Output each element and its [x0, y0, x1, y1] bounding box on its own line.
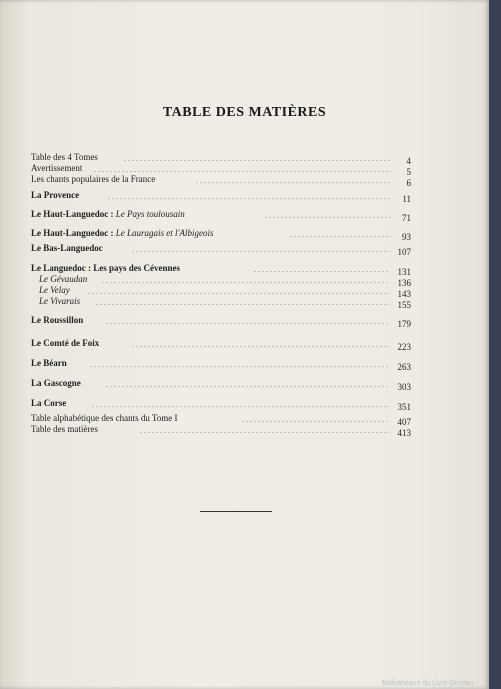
- toc-entry-label: Le Comté de Foix: [31, 338, 100, 348]
- toc-entry-page: 155: [397, 300, 411, 310]
- toc-entry-label: Table alphabétique des chants du Tome I: [31, 413, 178, 423]
- toc-entry: [31, 422, 411, 438]
- toc-entry-page: 263: [397, 362, 411, 372]
- page-title: TABLE DES MATIÈRES: [162, 105, 327, 120]
- toc-entry-label: Avertissement: [31, 163, 83, 173]
- toc-entry: [31, 294, 411, 310]
- toc-entry-label: Le Vivarais: [39, 296, 81, 306]
- toc-entry-page: 5: [406, 167, 411, 177]
- toc-entry-label: Le Béarn: [31, 358, 67, 368]
- toc-entry-label: La Provence: [31, 190, 80, 200]
- toc-entry: [31, 376, 411, 392]
- toc-entry-page: 351: [397, 402, 411, 412]
- toc-entry-label: Table des matières: [31, 424, 98, 434]
- toc-entry: [31, 207, 411, 223]
- toc-entry-page: 4: [406, 156, 411, 166]
- toc-entry-label: Le Gévaudan: [39, 274, 88, 284]
- watermark: Bibliothèque du Livre Occitan: [381, 680, 473, 687]
- toc-entry-page: 71: [402, 213, 411, 223]
- toc-entry-page: 143: [397, 289, 411, 299]
- toc-entry-page: 303: [397, 382, 411, 392]
- toc-entry-page: 93: [402, 232, 411, 242]
- toc-entry-label: La Gascogne: [31, 378, 81, 388]
- toc-entry-label: Table des 4 Tomes: [31, 152, 98, 162]
- toc-entry-label: Le Bas-Languedoc: [31, 243, 103, 253]
- toc-entry-label: Le Haut-Languedoc : Le Lauragais et l'Albigeois: [31, 228, 214, 238]
- toc-entry-label: La Corse: [31, 398, 67, 408]
- toc-entry-label: Le Languedoc : Les pays des Cévennes: [31, 263, 181, 273]
- toc-entry-page: 223: [397, 342, 411, 352]
- toc-entry-page: 136: [397, 278, 411, 288]
- toc-entry: [31, 356, 411, 372]
- toc-entry: [31, 172, 411, 188]
- toc-entry-label: Le Velay: [39, 285, 70, 295]
- toc-entry-page: 179: [397, 319, 411, 329]
- toc-entry-page: 407: [397, 417, 411, 427]
- toc-entry-page: 11: [402, 194, 411, 204]
- toc-entry: [31, 226, 411, 242]
- toc-entry-label: Le Haut-Languedoc : Le Pays toulousain: [31, 209, 185, 219]
- toc-entry-label: Les chants populaires de la France: [31, 174, 156, 184]
- toc-entry-page: 131: [397, 267, 411, 277]
- toc-entry: [31, 241, 411, 257]
- toc-entry: [31, 336, 411, 352]
- section-divider: [200, 511, 272, 512]
- toc-entry: [31, 396, 411, 412]
- toc-entry-label: Le Roussillon: [31, 315, 84, 325]
- toc-entry: [31, 313, 411, 329]
- toc-entry-page: 107: [397, 247, 411, 257]
- book-binding: [489, 0, 501, 689]
- toc-entry-page: 6: [406, 178, 411, 188]
- toc-entry: [31, 188, 411, 204]
- toc-entry-page: 413: [397, 428, 411, 438]
